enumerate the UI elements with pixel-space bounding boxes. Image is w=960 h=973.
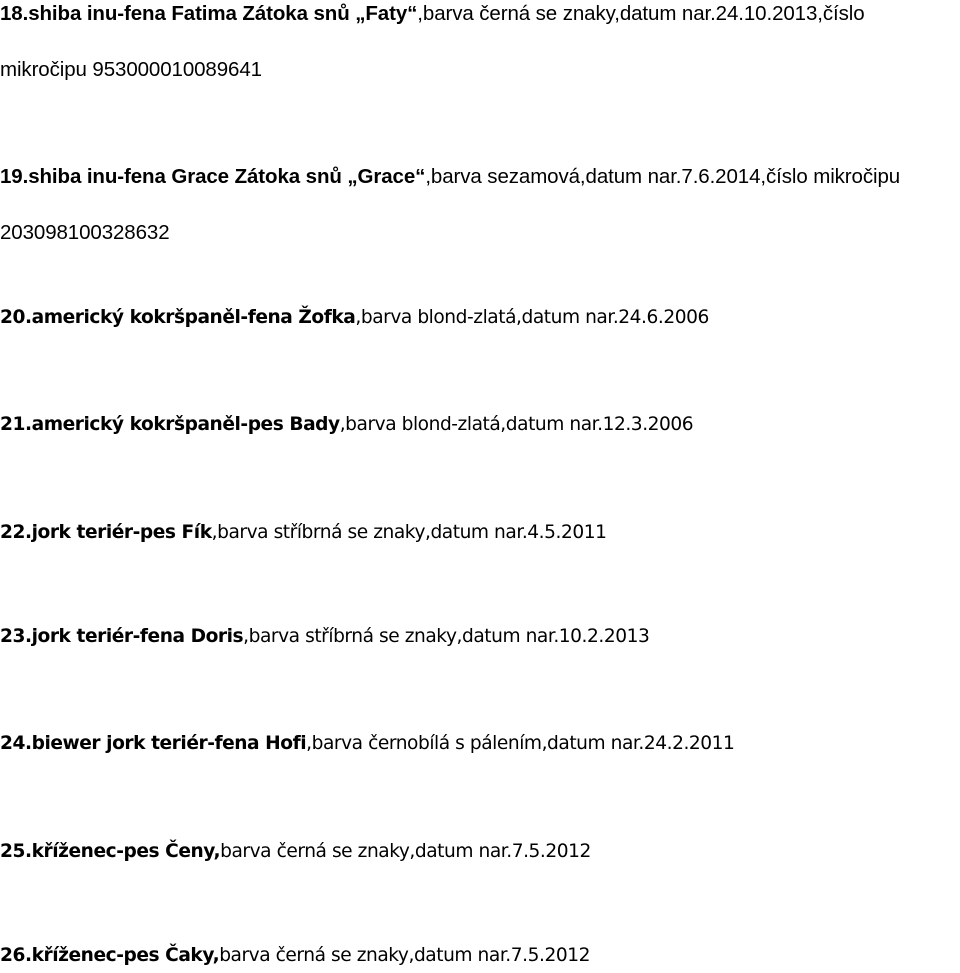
dog-details: ,barva černobílá s pálením,datum nar.24.2.2011: [306, 733, 735, 754]
dog-entry-23: [0, 622, 649, 652]
entry-number: 23.: [0, 626, 32, 647]
dog-details: barva černá se znaky,datum nar.7.5.2012: [220, 841, 591, 862]
entry-number: 22.: [0, 522, 32, 543]
dog-details: ,barva černá se znaky,datum nar.24.10.2013,číslo: [417, 2, 865, 25]
dog-name: jork teriér-pes Fík: [31, 522, 212, 543]
dog-entry-21: [0, 410, 693, 440]
entry-number: 25.: [0, 841, 32, 862]
entry-number: 20.: [0, 307, 32, 328]
entry-line: [0, 0, 865, 42]
dog-entry-25: [0, 837, 591, 867]
dog-details: ,barva sezamová,datum nar.7.6.2014,číslo mikročipu: [425, 165, 901, 188]
entry-number: 26.: [0, 945, 32, 966]
microchip-number: 203098100328632: [0, 221, 170, 244]
dog-name: biewer jork teriér-fena Hofi: [31, 733, 307, 754]
microchip-number: mikročipu 953000010089641: [0, 58, 262, 81]
dog-entry-18: [0, 0, 865, 98]
dog-name: jork teriér-fena Doris: [31, 626, 244, 647]
entry-number: 18.: [0, 2, 29, 25]
dog-entry-24: [0, 729, 734, 759]
entry-line: [0, 149, 900, 205]
dog-details: ,barva stříbrná se znaky,datum nar.4.5.2011: [211, 522, 607, 543]
entry-line: [0, 42, 865, 98]
dog-name: shiba inu-fena Grace Zátoka snů „Grace“: [28, 165, 426, 188]
entry-line: [0, 205, 900, 261]
dog-details: ,barva stříbrná se znaky,datum nar.10.2.2013: [243, 626, 650, 647]
dog-entry-22: [0, 518, 606, 548]
dog-entry-20: [0, 303, 709, 333]
dog-details: ,barva blond-zlatá,datum nar.12.3.2006: [339, 414, 694, 435]
dog-name: kříženec-pes Čeny,: [31, 841, 221, 862]
entry-number: 19.: [0, 165, 29, 188]
dog-name: shiba inu-fena Fatima Zátoka snů „Faty“: [28, 2, 418, 25]
entry-number: 21.: [0, 414, 32, 435]
dog-name: americký kokršpaněl-pes Bady: [31, 414, 340, 435]
dog-details: ,barva blond-zlatá,datum nar.24.6.2006: [355, 307, 709, 328]
dog-entry-26: [0, 941, 590, 971]
entry-number: 24.: [0, 733, 32, 754]
dog-entry-19: [0, 149, 900, 261]
dog-details: barva černá se znaky,datum nar.7.5.2012: [219, 945, 590, 966]
dog-name: americký kokršpaněl-fena Žofka: [31, 307, 356, 328]
dog-name: kříženec-pes Čaky,: [31, 945, 220, 966]
